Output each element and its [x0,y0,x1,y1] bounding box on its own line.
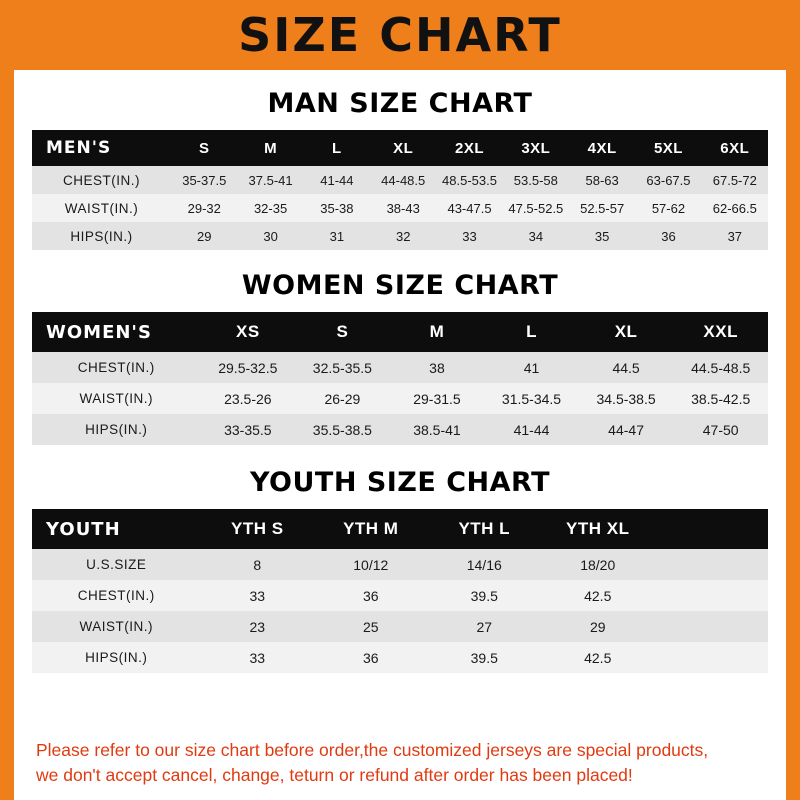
youth-cell-2-3: 29 [541,611,654,642]
man-header-cell-7: 4XL [569,130,635,166]
women-header-cell-6: XXL [673,312,768,352]
man-cell-0-2: 41-44 [304,166,370,194]
women-cell-2-4: 44-47 [579,414,674,445]
man-table-body [32,166,768,250]
man-cell-0-8: 67.5-72 [702,166,768,194]
man-cell-2-2: 31 [304,222,370,250]
man-row-0-label: CHEST(IN.) [32,166,171,194]
youth-cell-2-1: 25 [314,611,427,642]
man-cell-0-4: 48.5-53.5 [436,166,502,194]
youth-cell-0-1: 10/12 [314,549,427,580]
table-row [32,580,768,611]
order-notice-line-2: we don't accept cancel, change, teturn or refund after order has been placed! [36,765,633,786]
youth-section-title: YOUTH SIZE CHART [249,467,551,498]
women-cell-1-4: 34.5-38.5 [579,383,674,414]
youth-header-cell-4: YTH XL [541,509,654,549]
women-header-cell-2: S [295,312,390,352]
man-cell-1-3: 38-43 [370,194,436,222]
man-section-title: MAN SIZE CHART [267,88,533,119]
man-cell-2-6: 35 [569,222,635,250]
page-title: SIZE CHART [238,8,562,62]
women-header-cell-5: XL [579,312,674,352]
women-table-header [32,312,768,352]
table-header-row [32,312,768,352]
man-cell-1-8: 62-66.5 [702,194,768,222]
man-header-cell-9: 6XL [702,130,768,166]
women-cell-2-1: 35.5-38.5 [295,414,390,445]
youth-cell-0-2: 14/16 [428,549,541,580]
women-header-cell-0: WOMEN'S [32,312,201,352]
man-cell-1-0: 29-32 [171,194,237,222]
man-header-cell-0: MEN'S [32,130,171,166]
youth-cell-2-4 [654,611,768,642]
man-row-1-label: WAIST(IN.) [32,194,171,222]
women-header-cell-3: M [390,312,485,352]
women-cell-1-5: 38.5-42.5 [673,383,768,414]
youth-table-body [32,549,768,673]
man-header-cell-3: L [304,130,370,166]
man-cell-0-1: 37.5-41 [237,166,303,194]
youth-cell-1-2: 39.5 [428,580,541,611]
women-cell-0-5: 44.5-48.5 [673,352,768,383]
youth-size-table [32,509,768,673]
youth-header-cell-3: YTH L [428,509,541,549]
man-header-cell-8: 5XL [635,130,701,166]
youth-header-cell-5 [654,509,768,549]
table-row [32,549,768,580]
women-header-cell-4: L [484,312,579,352]
youth-cell-1-3: 42.5 [541,580,654,611]
man-cell-0-0: 35-37.5 [171,166,237,194]
youth-row-1-label: CHEST(IN.) [32,580,201,611]
man-row-2-label: HIPS(IN.) [32,222,171,250]
table-header-row [32,509,768,549]
youth-row-2-label: WAIST(IN.) [32,611,201,642]
women-size-table [32,312,768,445]
chart-content [14,70,786,800]
women-row-2-label: HIPS(IN.) [32,414,201,445]
youth-cell-3-2: 39.5 [428,642,541,673]
youth-row-3-label: HIPS(IN.) [32,642,201,673]
youth-header-cell-0: YOUTH [32,509,201,549]
youth-cell-0-3: 18/20 [541,549,654,580]
man-header-cell-4: XL [370,130,436,166]
women-cell-1-0: 23.5-26 [201,383,296,414]
women-cell-2-2: 38.5-41 [390,414,485,445]
youth-cell-0-4 [654,549,768,580]
table-row [32,611,768,642]
youth-header-cell-2: YTH M [314,509,427,549]
man-cell-2-4: 33 [436,222,502,250]
man-cell-1-4: 43-47.5 [436,194,502,222]
women-cell-0-2: 38 [390,352,485,383]
youth-cell-3-1: 36 [314,642,427,673]
order-notice-line-1: Please refer to our size chart before order,the customized jerseys are special products, [36,740,709,761]
women-cell-0-4: 44.5 [579,352,674,383]
man-cell-0-6: 58-63 [569,166,635,194]
youth-cell-2-0: 23 [201,611,314,642]
table-row [32,166,768,194]
man-cell-0-7: 63-67.5 [635,166,701,194]
man-header-cell-6: 3XL [503,130,569,166]
man-cell-1-6: 52.5-57 [569,194,635,222]
women-section-title: WOMEN SIZE CHART [241,270,559,301]
table-row [32,383,768,414]
youth-header-cell-1: YTH S [201,509,314,549]
youth-cell-3-3: 42.5 [541,642,654,673]
women-cell-1-3: 31.5-34.5 [484,383,579,414]
man-cell-0-3: 44-48.5 [370,166,436,194]
youth-cell-3-4 [654,642,768,673]
man-cell-1-7: 57-62 [635,194,701,222]
women-cell-1-2: 29-31.5 [390,383,485,414]
man-cell-2-3: 32 [370,222,436,250]
man-cell-2-1: 30 [237,222,303,250]
table-row [32,222,768,250]
man-cell-0-5: 53.5-58 [503,166,569,194]
youth-cell-0-0: 8 [201,549,314,580]
youth-table-header [32,509,768,549]
man-table-header [32,130,768,166]
table-row [32,642,768,673]
man-header-cell-5: 2XL [436,130,502,166]
table-row [32,194,768,222]
women-cell-1-1: 26-29 [295,383,390,414]
women-cell-0-1: 32.5-35.5 [295,352,390,383]
women-table-body [32,352,768,445]
women-row-0-label: CHEST(IN.) [32,352,201,383]
man-size-table [32,130,768,250]
page-banner [14,0,786,70]
man-cell-2-5: 34 [503,222,569,250]
youth-cell-1-4 [654,580,768,611]
man-header-cell-2: M [237,130,303,166]
table-row [32,352,768,383]
table-header-row [32,130,768,166]
women-cell-0-0: 29.5-32.5 [201,352,296,383]
man-cell-2-7: 36 [635,222,701,250]
man-cell-1-1: 32-35 [237,194,303,222]
women-cell-0-3: 41 [484,352,579,383]
youth-cell-1-1: 36 [314,580,427,611]
women-cell-2-0: 33-35.5 [201,414,296,445]
order-notice [32,724,768,800]
youth-cell-3-0: 33 [201,642,314,673]
women-cell-2-3: 41-44 [484,414,579,445]
youth-cell-1-0: 33 [201,580,314,611]
youth-row-0-label: U.S.SIZE [32,549,201,580]
man-cell-1-2: 35-38 [304,194,370,222]
man-header-cell-1: S [171,130,237,166]
table-row [32,414,768,445]
youth-cell-2-2: 27 [428,611,541,642]
women-cell-2-5: 47-50 [673,414,768,445]
man-cell-2-0: 29 [171,222,237,250]
women-row-1-label: WAIST(IN.) [32,383,201,414]
man-cell-2-8: 37 [702,222,768,250]
women-header-cell-1: XS [201,312,296,352]
man-cell-1-5: 47.5-52.5 [503,194,569,222]
